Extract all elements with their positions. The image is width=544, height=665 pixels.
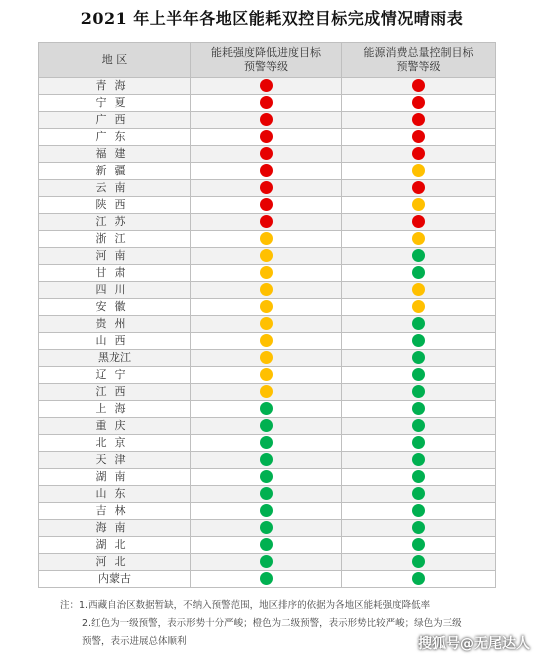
intensity-warning-cell	[191, 469, 342, 486]
table-row	[39, 248, 496, 265]
table-row	[39, 214, 496, 231]
table-row	[39, 163, 496, 180]
red-warning-dot-icon	[260, 181, 273, 194]
region-cell: 陕西	[39, 197, 191, 214]
green-warning-dot-icon	[412, 487, 425, 500]
table-row	[39, 333, 496, 350]
green-warning-dot-icon	[260, 487, 273, 500]
red-warning-dot-icon	[412, 96, 425, 109]
region-cell: 湖北	[39, 537, 191, 554]
intensity-warning-cell	[191, 282, 342, 299]
total-warning-cell	[342, 571, 496, 588]
table-row	[39, 384, 496, 401]
intensity-warning-cell	[191, 401, 342, 418]
orange-warning-dot-icon	[412, 198, 425, 211]
table-row	[39, 401, 496, 418]
region-cell: 江西	[39, 384, 191, 401]
orange-warning-dot-icon	[260, 266, 273, 279]
green-warning-dot-icon	[260, 402, 273, 415]
table-row	[39, 146, 496, 163]
region-cell: 北京	[39, 435, 191, 452]
orange-warning-dot-icon	[412, 164, 425, 177]
orange-warning-dot-icon	[260, 283, 273, 296]
green-warning-dot-icon	[412, 504, 425, 517]
table-row	[39, 367, 496, 384]
region-cell: 上海	[39, 401, 191, 418]
region-cell: 重庆	[39, 418, 191, 435]
red-warning-dot-icon	[412, 147, 425, 160]
total-warning-cell	[342, 486, 496, 503]
red-warning-dot-icon	[260, 215, 273, 228]
total-warning-cell	[342, 197, 496, 214]
total-warning-cell	[342, 520, 496, 537]
intensity-warning-cell	[191, 554, 342, 571]
green-warning-dot-icon	[412, 419, 425, 432]
intensity-warning-cell	[191, 231, 342, 248]
intensity-warning-cell	[191, 146, 342, 163]
region-cell: 河北	[39, 554, 191, 571]
table-row	[39, 299, 496, 316]
green-warning-dot-icon	[412, 555, 425, 568]
total-warning-cell	[342, 248, 496, 265]
orange-warning-dot-icon	[260, 232, 273, 245]
intensity-warning-cell	[191, 112, 342, 129]
region-cell: 辽宁	[39, 367, 191, 384]
green-warning-dot-icon	[412, 317, 425, 330]
total-warning-cell	[342, 231, 496, 248]
table-row	[39, 112, 496, 129]
red-warning-dot-icon	[412, 113, 425, 126]
intensity-warning-cell	[191, 486, 342, 503]
intensity-warning-cell	[191, 180, 342, 197]
orange-warning-dot-icon	[260, 249, 273, 262]
green-warning-dot-icon	[260, 555, 273, 568]
header-intensity-text: 能耗强度降低进度目标 预警等级	[211, 46, 321, 73]
region-cell: 四川	[39, 282, 191, 299]
orange-warning-dot-icon	[412, 232, 425, 245]
warning-table	[38, 42, 496, 588]
table-row	[39, 180, 496, 197]
total-warning-cell	[342, 146, 496, 163]
green-warning-dot-icon	[412, 538, 425, 551]
intensity-warning-cell	[191, 248, 342, 265]
total-warning-cell	[342, 554, 496, 571]
region-cell: 云南	[39, 180, 191, 197]
green-warning-dot-icon	[260, 504, 273, 517]
green-warning-dot-icon	[260, 521, 273, 534]
green-warning-dot-icon	[412, 385, 425, 398]
red-warning-dot-icon	[260, 164, 273, 177]
region-cell: 安徽	[39, 299, 191, 316]
region-cell: 山东	[39, 486, 191, 503]
red-warning-dot-icon	[412, 215, 425, 228]
table-row	[39, 282, 496, 299]
orange-warning-dot-icon	[412, 283, 425, 296]
intensity-warning-cell	[191, 435, 342, 452]
intensity-warning-cell	[191, 197, 342, 214]
total-warning-cell	[342, 214, 496, 231]
intensity-warning-cell	[191, 384, 342, 401]
green-warning-dot-icon	[412, 470, 425, 483]
red-warning-dot-icon	[412, 79, 425, 92]
green-warning-dot-icon	[412, 266, 425, 279]
green-warning-dot-icon	[412, 436, 425, 449]
green-warning-dot-icon	[412, 521, 425, 534]
region-cell: 山西	[39, 333, 191, 350]
total-warning-cell	[342, 265, 496, 282]
header-intensity-warning	[191, 43, 342, 78]
table-row	[39, 316, 496, 333]
total-warning-cell	[342, 384, 496, 401]
total-warning-cell	[342, 401, 496, 418]
region-cell: 江苏	[39, 214, 191, 231]
green-warning-dot-icon	[412, 334, 425, 347]
watermark: 搜狐号@无尾达人	[418, 636, 530, 652]
region-cell: 广西	[39, 112, 191, 129]
green-warning-dot-icon	[260, 436, 273, 449]
total-warning-cell	[342, 469, 496, 486]
region-cell: 贵州	[39, 316, 191, 333]
table-row	[39, 537, 496, 554]
total-warning-cell	[342, 503, 496, 520]
region-cell: 吉林	[39, 503, 191, 520]
table-row	[39, 197, 496, 214]
intensity-warning-cell	[191, 316, 342, 333]
red-warning-dot-icon	[260, 198, 273, 211]
intensity-warning-cell	[191, 95, 342, 112]
total-warning-cell	[342, 112, 496, 129]
region-cell: 河南	[39, 248, 191, 265]
green-warning-dot-icon	[412, 453, 425, 466]
orange-warning-dot-icon	[260, 334, 273, 347]
table-row	[39, 520, 496, 537]
green-warning-dot-icon	[412, 402, 425, 415]
region-cell: 广东	[39, 129, 191, 146]
total-warning-cell	[342, 163, 496, 180]
total-warning-cell	[342, 129, 496, 146]
table-row	[39, 78, 496, 95]
total-warning-cell	[342, 180, 496, 197]
total-warning-cell	[342, 299, 496, 316]
green-warning-dot-icon	[412, 368, 425, 381]
table-header-row	[39, 43, 496, 78]
region-cell: 青海	[39, 78, 191, 95]
green-warning-dot-icon	[260, 470, 273, 483]
footnote-2: 2.红色为一级预警，表示形势十分严峻；橙色为二级预警，表示形势比较严峻；绿色为三级	[82, 618, 462, 629]
green-warning-dot-icon	[412, 572, 425, 585]
orange-warning-dot-icon	[260, 300, 273, 313]
total-warning-cell	[342, 316, 496, 333]
green-warning-dot-icon	[260, 453, 273, 466]
green-warning-dot-icon	[412, 249, 425, 262]
table-row	[39, 129, 496, 146]
region-cell: 浙江	[39, 231, 191, 248]
total-warning-cell	[342, 435, 496, 452]
red-warning-dot-icon	[412, 181, 425, 194]
total-warning-cell	[342, 452, 496, 469]
intensity-warning-cell	[191, 537, 342, 554]
table-row	[39, 231, 496, 248]
region-cell: 天津	[39, 452, 191, 469]
region-cell: 湖南	[39, 469, 191, 486]
table-body	[39, 78, 496, 588]
red-warning-dot-icon	[260, 130, 273, 143]
header-region: 地 区	[39, 43, 191, 78]
intensity-warning-cell	[191, 520, 342, 537]
table-row	[39, 503, 496, 520]
intensity-warning-cell	[191, 503, 342, 520]
total-warning-cell	[342, 95, 496, 112]
region-cell: 新疆	[39, 163, 191, 180]
intensity-warning-cell	[191, 214, 342, 231]
table-row	[39, 486, 496, 503]
orange-warning-dot-icon	[412, 300, 425, 313]
table-row	[39, 452, 496, 469]
region-cell: 黑龙江	[39, 350, 191, 367]
total-warning-cell	[342, 333, 496, 350]
page-title: 2021 年上半年各地区能耗双控目标完成情况晴雨表	[80, 9, 464, 28]
intensity-warning-cell	[191, 78, 342, 95]
region-cell: 海南	[39, 520, 191, 537]
total-warning-cell	[342, 418, 496, 435]
green-warning-dot-icon	[260, 538, 273, 551]
region-cell: 福建	[39, 146, 191, 163]
red-warning-dot-icon	[260, 113, 273, 126]
red-warning-dot-icon	[260, 79, 273, 92]
intensity-warning-cell	[191, 367, 342, 384]
footnote-2-cont: 预警，表示进展总体顺利	[82, 636, 187, 647]
region-cell: 内蒙古	[39, 571, 191, 588]
orange-warning-dot-icon	[260, 368, 273, 381]
total-warning-cell	[342, 537, 496, 554]
table-row	[39, 265, 496, 282]
table-row	[39, 95, 496, 112]
total-warning-cell	[342, 350, 496, 367]
red-warning-dot-icon	[412, 130, 425, 143]
table-row	[39, 435, 496, 452]
orange-warning-dot-icon	[260, 385, 273, 398]
total-warning-cell	[342, 78, 496, 95]
intensity-warning-cell	[191, 452, 342, 469]
table-row	[39, 350, 496, 367]
table-row	[39, 418, 496, 435]
table-row	[39, 554, 496, 571]
orange-warning-dot-icon	[260, 351, 273, 364]
intensity-warning-cell	[191, 265, 342, 282]
red-warning-dot-icon	[260, 147, 273, 160]
green-warning-dot-icon	[260, 419, 273, 432]
green-warning-dot-icon	[412, 351, 425, 364]
region-cell: 宁夏	[39, 95, 191, 112]
intensity-warning-cell	[191, 350, 342, 367]
total-warning-cell	[342, 367, 496, 384]
intensity-warning-cell	[191, 418, 342, 435]
table-row	[39, 571, 496, 588]
red-warning-dot-icon	[260, 96, 273, 109]
table-row	[39, 469, 496, 486]
intensity-warning-cell	[191, 299, 342, 316]
intensity-warning-cell	[191, 571, 342, 588]
header-total-text: 能源消费总量控制目标 预警等级	[363, 46, 474, 73]
footnote-1: 注：1.西藏自治区数据暂缺，不纳入预警范围，地区排序的依据为各地区能耗强度降低率	[60, 600, 431, 611]
intensity-warning-cell	[191, 129, 342, 146]
header-total-warning	[342, 43, 496, 78]
intensity-warning-cell	[191, 333, 342, 350]
green-warning-dot-icon	[260, 572, 273, 585]
region-cell: 甘肃	[39, 265, 191, 282]
orange-warning-dot-icon	[260, 317, 273, 330]
intensity-warning-cell	[191, 163, 342, 180]
total-warning-cell	[342, 282, 496, 299]
